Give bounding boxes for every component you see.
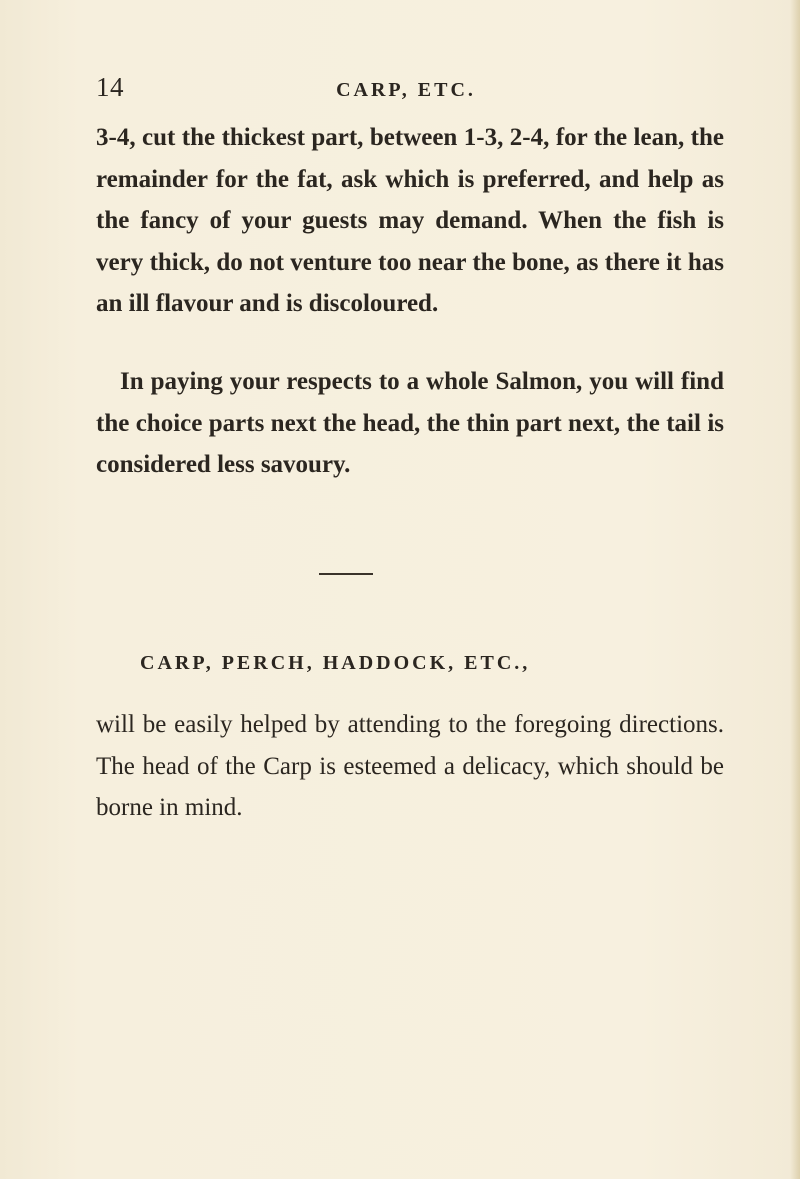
section-divider: [319, 573, 373, 575]
section-heading: CARP, PERCH, HADDOCK, ETC.,: [140, 652, 531, 674]
page-number: 14: [96, 72, 124, 102]
paragraph-carp: will be easily helped by attending to the foregoing directions. The head of the Carp is esteemed a delicacy, which should be borne in mind.: [96, 711, 724, 821]
paragraph-whole-salmon: In paying your respects to a whole Salmon, you will find the choice parts next the head, the thin part next, the tail is considered less savoury.: [96, 368, 724, 478]
paragraph-salmon-slices: 3-4, cut the thickest part, between 1-3, 2-4, for the lean, the remainder for the fat, ask which is preferred, and help as the fancy of your guests may demand. When the fish is very thick, do not venture too near the bone, as there it has an ill flavour and is discoloured.: [96, 124, 724, 317]
page-edge-shadow: [790, 0, 800, 1179]
page-header: [96, 72, 716, 112]
running-head: CARP, ETC.: [336, 79, 476, 101]
